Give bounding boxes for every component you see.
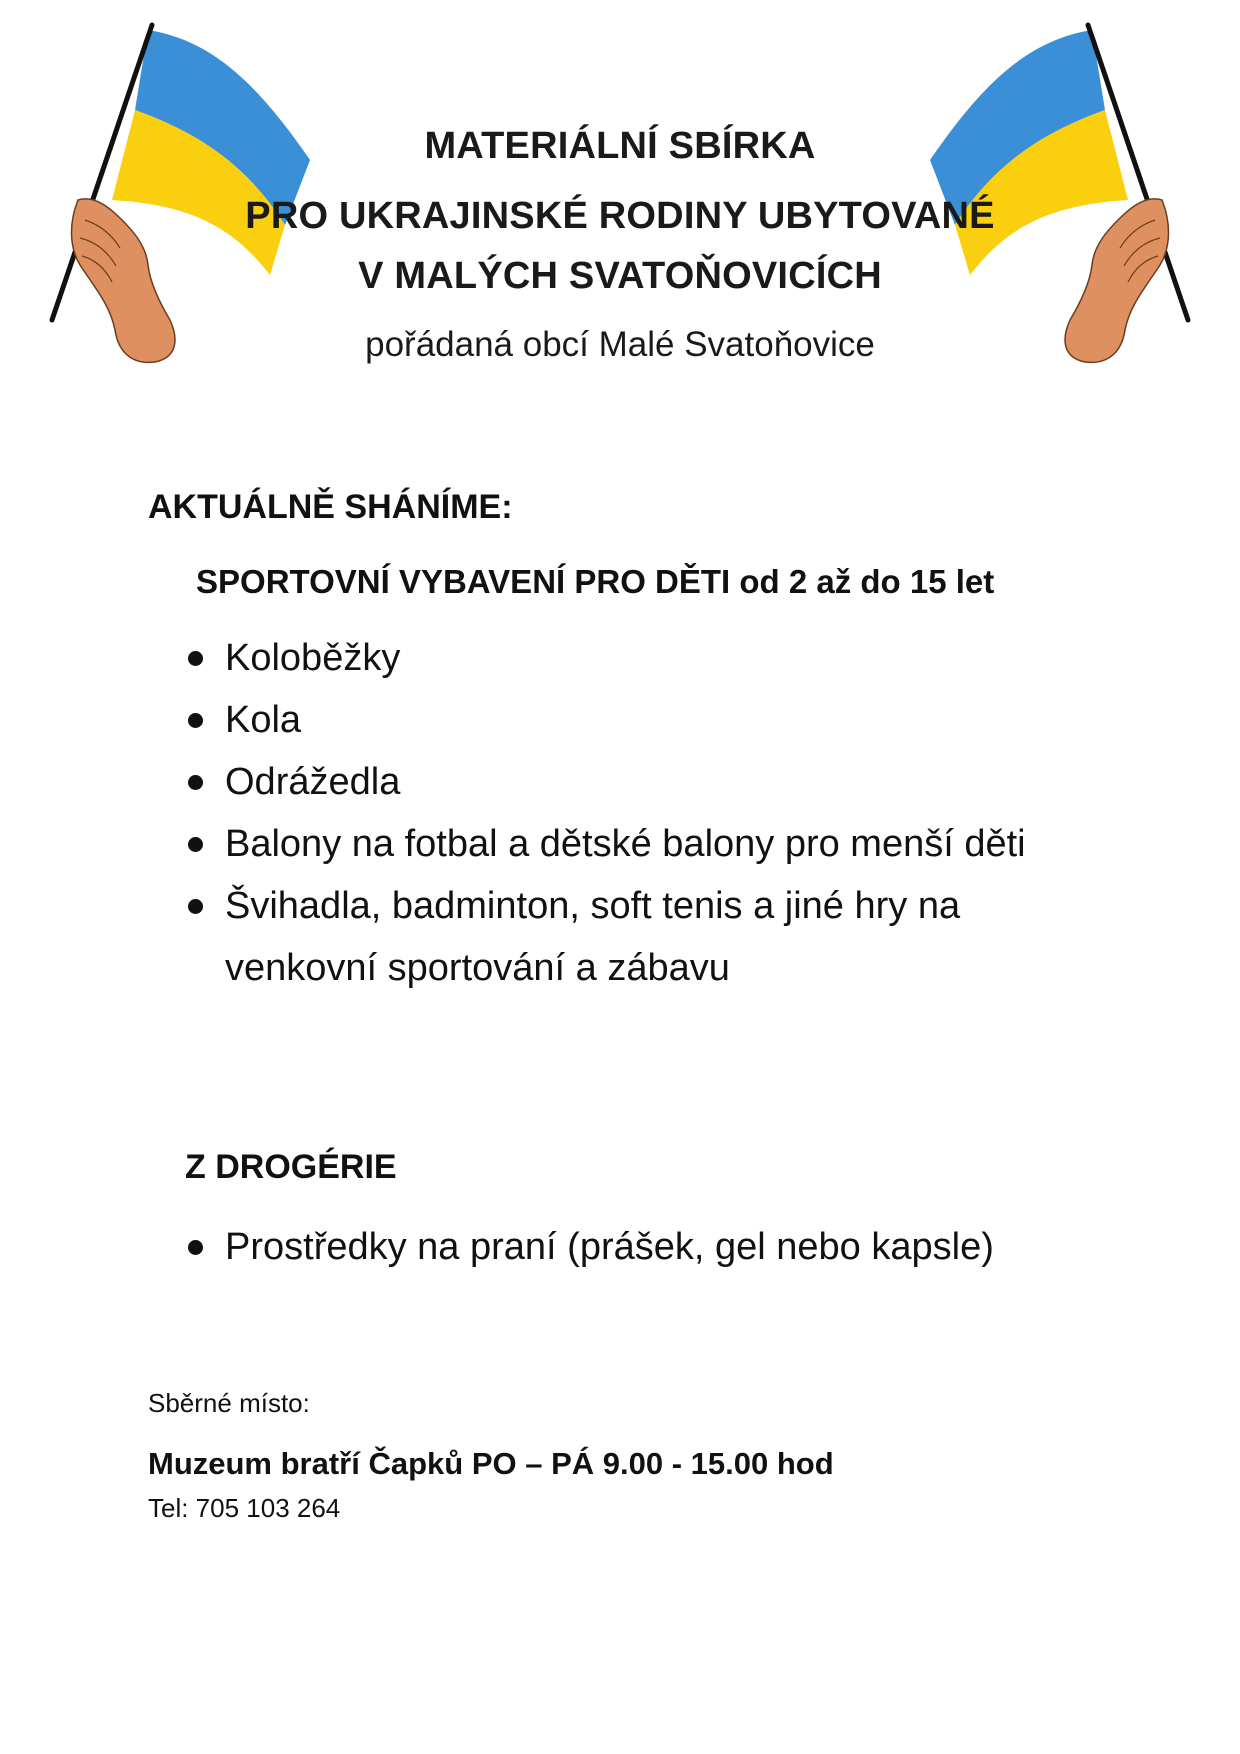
bullet-icon (188, 837, 203, 852)
bullet-icon (188, 1240, 203, 1255)
title-line-2: PRO UKRAJINSKÉ RODINY UBYTOVANÉ (245, 195, 995, 237)
drug-heading: Z DROGÉRIE (185, 1148, 397, 1186)
list-item-text: Koloběžky (225, 637, 401, 679)
list-item (180, 813, 1080, 875)
subtitle: pořádaná obcí Malé Svatoňovice (365, 325, 875, 364)
bullet-icon (188, 651, 203, 666)
list-item (180, 689, 1080, 751)
title-line-3: V MALÝCH SVATOŇOVICÍCH (358, 255, 882, 297)
bullet-icon (188, 713, 203, 728)
list-item (180, 751, 1080, 813)
list-item-text: Prostředky na praní (prášek, gel nebo kapsle) (225, 1226, 994, 1268)
list-item (180, 627, 1080, 689)
list-item-text: Balony na fotbal a dětské balony pro menší děti (225, 823, 1026, 865)
collection-point-label: Sběrné místo: (148, 1388, 310, 1418)
list-item-text: Švihadla, badminton, soft tenis a jiné hry na venkovní sportování a zábavu (225, 885, 961, 989)
main-heading: AKTUÁLNĚ SHÁNÍME: (148, 488, 513, 526)
list-item (180, 875, 1080, 999)
sport-heading: SPORTOVNÍ VYBAVENÍ PRO DĚTI od 2 až do 15 let (196, 563, 995, 600)
bullet-icon (188, 899, 203, 914)
title-line-1: MATERIÁLNÍ SBÍRKA (424, 125, 816, 167)
bullet-icon (188, 775, 203, 790)
list-item-text: Kola (225, 699, 302, 741)
sport-items-list (180, 627, 1080, 999)
collection-point-place: Muzeum bratří Čapků PO – PÁ 9.00 - 15.00 hod (148, 1446, 834, 1481)
list-item-text: Odrážedla (225, 761, 401, 803)
list-item (180, 1216, 1080, 1278)
collection-point-phone: Tel: 705 103 264 (148, 1493, 341, 1523)
drug-items-list (180, 1216, 1080, 1278)
